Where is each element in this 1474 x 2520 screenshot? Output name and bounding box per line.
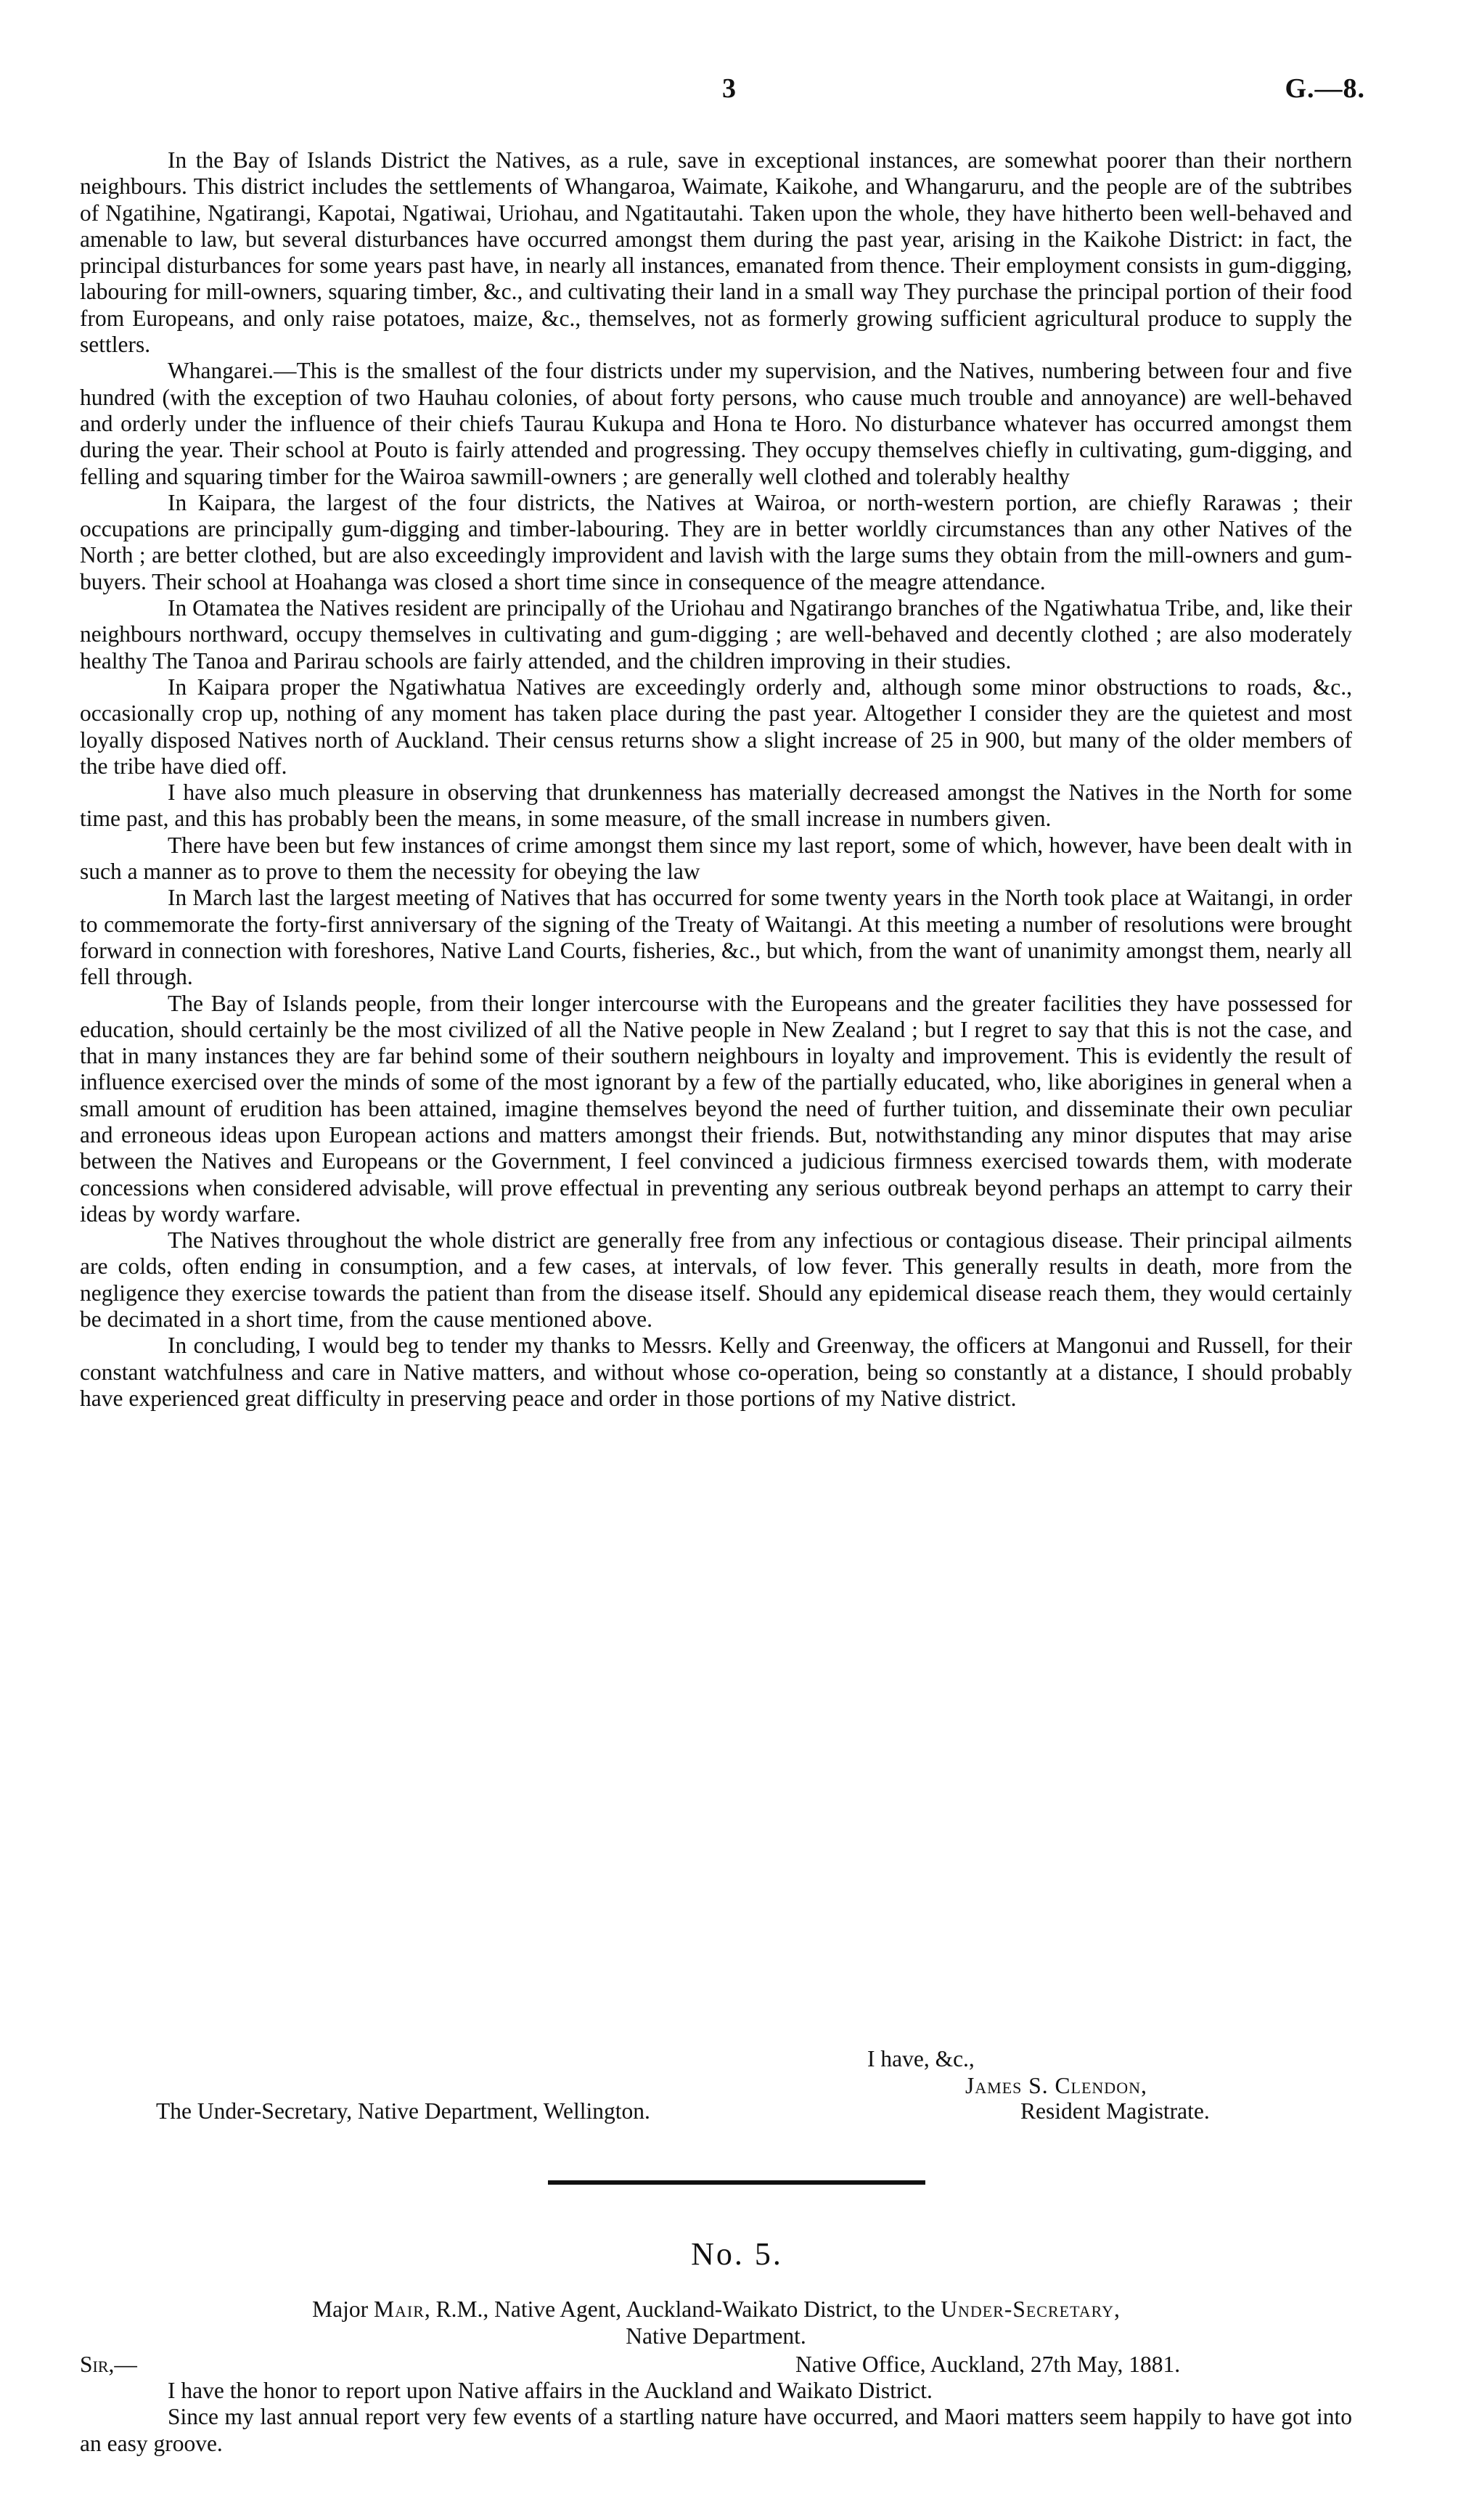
- section-heading: No. 5.: [691, 2236, 783, 2272]
- paragraph-bay-of-islands-people: The Bay of Islands people, from their longer intercourse with the Europeans and the greater facilities they have possessed for education, should certainly be the most civilized of all the Native people in New Zealand ; but I regret to say that this is not the case, and that in many instances they are far behind some of their southern neighbours in loyalty and improvement. This is evidently the result of influence exercised over the minds of some of the most ignorant by a few of the partially educated, who, like aborigines in general when a small amount of erudition has been attained, imagine themselves beyond the need of further tuition, and disseminate their own peculiar and erroneous ideas upon European actions and matters amongst their friends. But, notwithstanding any minor disputes that may arise between the Natives and Europeans or the Government, I feel convinced a judicious firmness exercised towards them, with moderate concessions when considered advisable, will prove effectual in preventing any serious outbreak beyond perhaps an attempt to carry their ideas by wordy warfare.: [80, 990, 1352, 1227]
- report-body: [80, 147, 1352, 1412]
- title-name: Mair: [373, 2296, 425, 2322]
- paragraph-conclusion: In concluding, I would beg to tender my thanks to Messrs. Kelly and Greenway, the officers at Mangonui and Russell, for their constant watchfulness and care in Native matters, and without whose co-operation, being so constantly at a distance, I should probably have experienced great difficulty in preserving peace and order in those portions of my Native district.: [80, 1333, 1352, 1411]
- paragraph-report-intro: I have the honor to report upon Native affairs in the Auckland and Waikato District.: [168, 2378, 933, 2403]
- paragraph-drunkenness: I have also much pleasure in observing that drunkenness has materially decreased amongst the Natives in the North for some time past, and this has probably been the means, in some measure, of the small increase in numbers given.: [80, 780, 1352, 832]
- paragraph-health: The Natives throughout the whole district are generally free from any infectious or contagious disease. Their principal ailments are colds, often ending in consumption, and a few cases, at intervals, of low fever. This generally results in death, more from the negligence they exercise towards the patient than from the disease itself. Should any epidemical disease reach them, they would certainly be decimated in a short time, from the cause mentioned above.: [80, 1227, 1352, 1333]
- paragraph-events: Since my last annual report very few events of a startling nature have occurred, and Maori matters seem happily to have got into an easy groove.: [80, 2404, 1352, 2456]
- title-prefix: Major: [312, 2296, 374, 2322]
- section-body: [80, 2378, 1352, 2457]
- paragraph-otamatea: In Otamatea the Natives resident are principally of the Uriohau and Ngatirango branches of the Ngatiwhatua Tribe, and, like their neighbours northward, occupy themselves in cultivating and gum-digging ; are well-behaved and decently clothed ; are also moderately healthy The Tanoa and Parirau schools are fairly attended, and the children improving in their studies.: [80, 595, 1352, 674]
- paragraph-bay-of-islands: In the Bay of Islands District the Natives, as a rule, save in exceptional instances, are somewhat poorer than their northern neighbours. This district includes the settlements of Whangaroa, Waimate, Kaikohe, and Whangaruru, and the people are of the subtribes of Ngatihine, Ngatirangi, Kapotai, Ngatiwai, Uriohau, and Ngatitautahi. Taken upon the whole, they have hitherto been well-behaved and amenable to law, but several disturbances have occurred amongst them during the past year, arising in the Kaikohe District: in fact, the principal disturbances for some years past have, in nearly all instances, emanated from thence. Their employment consists in gum-digging, labouring for mill-owners, squaring timber, &c., and cultivating their land in a small way They purchase the principal portion of their food from Europeans, and only raise potatoes, maize, &c., themselves, not as formerly growing sufficient agricultural produce to supply the settlers.: [80, 147, 1352, 358]
- paragraph-crime: There have been but few instances of crime amongst them since my last report, some of which, however, have been dealt with in such a manner as to prove to them the necessity for obeying the law: [80, 832, 1352, 885]
- paragraph-kaipara-proper: In Kaipara proper the Ngatiwhatua Natives are exceedingly orderly and, although some minor obstructions to roads, &c., occasionally crop up, nothing of any moment has taken place during the past year. Altogether I consider they are the quietest and most loyally disposed Natives north of Auckland. Their census returns show a slight increase of 25 in 900, but many of the older members of the tribe have died off.: [80, 674, 1352, 779]
- paragraph-whangarei: Whangarei.—This is the smallest of the four districts under my supervision, and the Natives, numbering between four and five hundred (with the exception of two Hauhau colonies, of about forty persons, who cause much trouble and annoyance) are well-behaved and orderly under the influence of their chiefs Taurau Kukupa and Hona te Horo. No disturbance whatever has occurred amongst them during the year. Their school at Pouto is fairly attended and progressing. They occupy themselves chiefly in cultivating, gum-digging, and felling and squaring timber for the Wairoa sawmill-owners ; are generally well clothed and tolerably healthy: [80, 358, 1352, 489]
- section-divider: [548, 2180, 925, 2185]
- closing: I have, &c.,: [867, 2046, 975, 2071]
- document-code: G.—8.: [1285, 73, 1365, 104]
- addressee: The Under-Secretary, Native Department, Wellington.: [156, 2098, 650, 2124]
- paragraph-waitangi-meeting: In March last the largest meeting of Natives that has occurred for some twenty years in the North took place at Waitangi, in order to commemorate the forty-first anniversary of the signing of the Treaty of Waitangi. At this meeting a number of resolutions were brought forward in connection with foreshores, Native Land Courts, fisheries, &c., but which, from the want of unanimity amongst them, nearly all fell through.: [80, 885, 1352, 990]
- title-suffix: ,: [1114, 2296, 1120, 2322]
- paragraph-kaipara: In Kaipara, the largest of the four districts, the Natives at Wairoa, or north-western portion, are chiefly Rarawas ; their occupations are principally gum-digging and timber-labouring. They are in better worldly circumstances than any other Natives of the North ; are better clothed, but are also exceedingly improvident and lavish with the large sums they obtain from the mill-owners and gum-buyers. Their school at Hoahanga was closed a short time since in consequence of the meagre attendance.: [80, 489, 1352, 594]
- section-title: [80, 2296, 1352, 2349]
- title-recipient: Under-Secretary: [941, 2296, 1114, 2322]
- signatory-name: James S. Clendon,: [965, 2073, 1147, 2098]
- signatory-title: Resident Magistrate.: [1020, 2098, 1210, 2124]
- title-mid: , R.M., Native Agent, Auckland-Waikato District, to the: [424, 2296, 941, 2322]
- title-line2: Native Department.: [626, 2323, 806, 2349]
- page-number: 3: [722, 73, 736, 104]
- salutation: Sir,—: [80, 2352, 137, 2377]
- dateline: Native Office, Auckland, 27th May, 1881.: [795, 2352, 1181, 2377]
